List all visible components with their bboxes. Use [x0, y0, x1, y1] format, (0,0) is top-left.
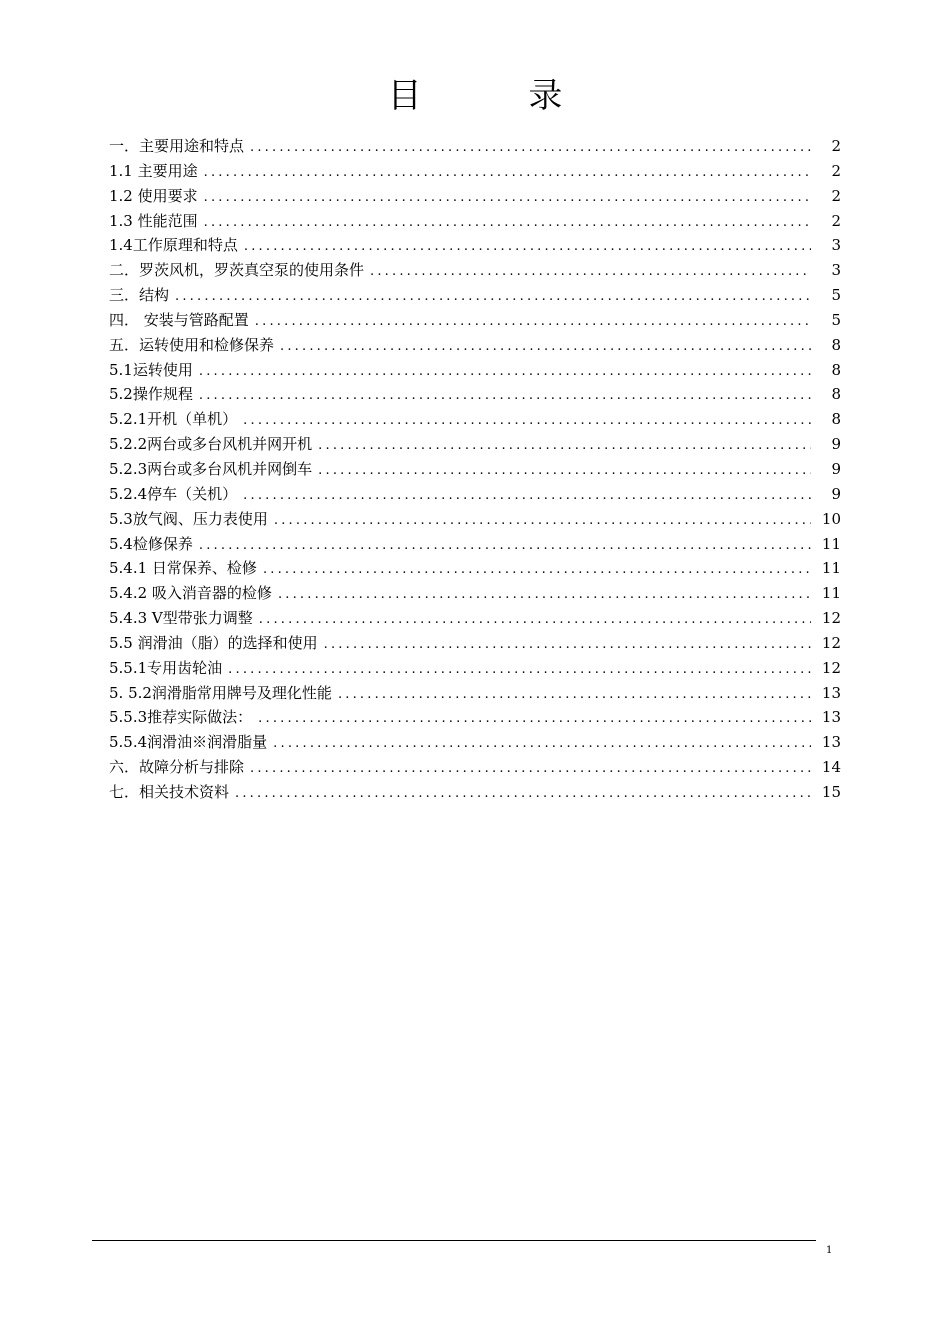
toc-entry[interactable]	[109, 656, 841, 681]
toc-entry[interactable]	[109, 358, 841, 383]
toc-dot-leader	[274, 509, 811, 532]
toc-entry[interactable]	[109, 407, 841, 432]
toc-dot-leader	[204, 186, 811, 209]
toc-entry[interactable]	[109, 532, 841, 557]
toc-entry-title: 5.4.2 吸入消音器的检修	[109, 584, 272, 603]
toc-dot-leader	[278, 583, 811, 606]
toc-entry-page: 13	[821, 733, 841, 752]
toc-dot-leader	[324, 633, 811, 656]
toc-dot-leader	[244, 235, 811, 258]
toc-entry-title: 七．相关技术资料	[109, 782, 230, 801]
page-title: 目 录	[387, 76, 611, 116]
toc-dot-leader	[255, 310, 811, 333]
toc-dot-leader	[318, 434, 811, 457]
toc-entry-page: 14	[821, 758, 841, 777]
table-of-contents	[109, 134, 841, 805]
toc-dot-leader	[175, 285, 811, 308]
toc-entry[interactable]	[109, 755, 841, 780]
toc-entry-title: 5.2.2两台或多台风机并网开机	[109, 435, 313, 454]
toc-entry-page: 2	[831, 211, 841, 230]
toc-entry-title: 5.5.4润滑油※润滑脂量	[109, 733, 268, 752]
toc-entry[interactable]	[109, 308, 841, 333]
toc-entry-title: 5.2操作规程	[109, 385, 193, 404]
toc-dot-leader	[370, 260, 811, 283]
toc-entry-page: 10	[821, 509, 841, 528]
toc-dot-leader	[199, 534, 811, 557]
toc-entry-page: 8	[831, 360, 841, 379]
toc-entry[interactable]	[109, 333, 841, 358]
toc-entry-title: 1.1 主要用途	[109, 161, 198, 180]
toc-dot-leader	[318, 459, 811, 482]
toc-entry-page: 2	[831, 161, 841, 180]
toc-entry[interactable]	[109, 780, 841, 805]
toc-entry-page: 11	[821, 534, 841, 553]
toc-dot-leader	[258, 707, 811, 730]
toc-entry[interactable]	[109, 457, 841, 482]
toc-entry-title: 四． 安装与管路配置	[109, 310, 249, 329]
toc-entry-title: 5.5 润滑油（脂）的选择和使用	[109, 633, 318, 652]
toc-entry-page: 2	[831, 137, 841, 155]
toc-entry[interactable]	[109, 134, 841, 159]
toc-entry-page: 9	[831, 484, 841, 503]
toc-entry-title: 5.5.3推荐实际做法：	[109, 708, 253, 727]
toc-entry-page: 12	[821, 658, 841, 677]
toc-entry-title: 5.2.1开机（单机）	[109, 410, 238, 429]
toc-dot-leader	[259, 608, 811, 631]
toc-entry-page: 5	[831, 286, 841, 305]
toc-dot-leader	[199, 360, 811, 383]
toc-dot-leader	[243, 484, 811, 507]
toc-entry[interactable]	[109, 233, 841, 258]
toc-dot-leader	[280, 335, 811, 358]
toc-entry-page: 13	[821, 708, 841, 727]
toc-entry-page: 5	[831, 310, 841, 329]
footer-divider	[92, 1240, 816, 1241]
toc-dot-leader	[250, 136, 811, 159]
toc-entry-title: 五．运转使用和检修保养	[109, 335, 275, 354]
toc-entry[interactable]	[109, 556, 841, 581]
toc-entry-title: 5.5.1专用齿轮油	[109, 658, 223, 677]
toc-entry[interactable]	[109, 581, 841, 606]
toc-entry[interactable]	[109, 159, 841, 184]
toc-entry-page: 8	[831, 385, 841, 404]
toc-entry-title: 三．结构	[109, 286, 170, 305]
toc-dot-leader	[273, 732, 811, 755]
toc-entry[interactable]	[109, 482, 841, 507]
toc-dot-leader	[235, 782, 811, 805]
toc-entry[interactable]	[109, 705, 841, 730]
toc-entry[interactable]	[109, 184, 841, 209]
toc-entry-page: 15	[821, 782, 841, 801]
toc-dot-leader	[199, 384, 811, 407]
toc-entry[interactable]	[109, 681, 841, 706]
toc-dot-leader	[263, 558, 811, 581]
toc-entry-title: 5.4.1 日常保养、检修	[109, 559, 257, 578]
toc-entry-title: 1.2 使用要求	[109, 186, 198, 205]
toc-dot-leader	[243, 409, 811, 432]
toc-dot-leader	[204, 161, 811, 184]
toc-entry[interactable]	[109, 432, 841, 457]
toc-entry-page: 2	[831, 186, 841, 205]
page-number: 1	[826, 1245, 833, 1256]
toc-entry-title: 一．主要用途和特点	[109, 137, 245, 155]
toc-entry-title: 5.3放气阀、压力表使用	[109, 509, 268, 528]
toc-entry[interactable]	[109, 283, 841, 308]
toc-entry-title: 5.2.3两台或多台风机并网倒车	[109, 459, 313, 478]
toc-entry-title: 5.1运转使用	[109, 360, 193, 379]
toc-entry-title: 二．罗茨风机，罗茨真空泵的使用条件	[109, 261, 365, 280]
toc-entry[interactable]	[109, 209, 841, 234]
toc-dot-leader	[228, 658, 811, 681]
toc-entry[interactable]	[109, 258, 841, 283]
toc-entry-title: 六．故障分析与排除	[109, 758, 245, 777]
toc-entry-page: 8	[831, 410, 841, 429]
toc-entry-page: 9	[831, 459, 841, 478]
toc-entry-page: 11	[821, 584, 841, 603]
toc-entry-page: 12	[821, 609, 841, 628]
toc-entry[interactable]	[109, 631, 841, 656]
toc-entry[interactable]	[109, 507, 841, 532]
toc-entry-page: 9	[831, 435, 841, 454]
toc-entry-title: 5.2.4停车（关机）	[109, 484, 238, 503]
toc-dot-leader	[250, 757, 811, 780]
toc-entry-page: 11	[821, 559, 841, 578]
toc-entry[interactable]	[109, 730, 841, 755]
toc-entry-title: 5.4.3 V型带张力调整	[109, 609, 253, 628]
toc-entry[interactable]	[109, 606, 841, 631]
toc-entry-page: 8	[831, 335, 841, 354]
toc-entry-title: 5. 5.2润滑脂常用牌号及理化性能	[109, 683, 332, 702]
toc-dot-leader	[338, 683, 811, 706]
toc-entry-title: 5.4检修保养	[109, 534, 193, 553]
toc-entry-title: 1.4工作原理和特点	[109, 236, 238, 255]
toc-entry-page: 3	[831, 236, 841, 255]
toc-entry-title: 1.3 性能范围	[109, 211, 198, 230]
toc-entry-page: 12	[821, 633, 841, 652]
toc-dot-leader	[204, 211, 811, 234]
toc-entry-page: 3	[831, 261, 841, 280]
toc-entry[interactable]	[109, 382, 841, 407]
toc-entry-page: 13	[821, 683, 841, 702]
